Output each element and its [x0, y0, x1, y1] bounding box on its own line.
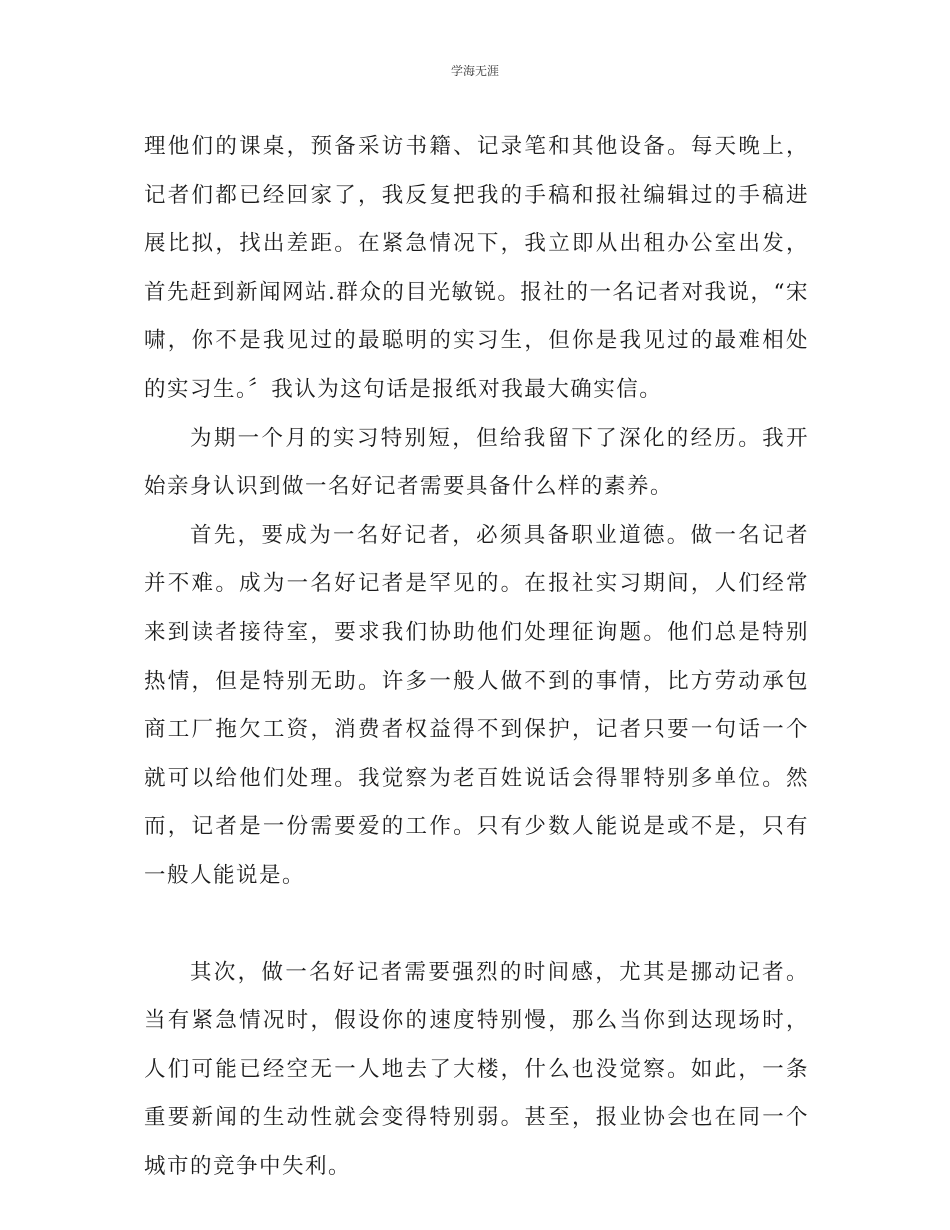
paragraph-professional-ethics: 首先，要成为一名好记者，必须具备职业道德。做一名记者并不难。成为一名好记者是罕见的。在报社实习期间，人们经常来到读者接待室，要求我们协助他们处理征询题。他们总是特别热情，但是特别无助。许多一般人做不到的事情，比方劳动承包商工厂拖欠工资，消费者权益得不到保护，记者只要一句话一个就可以给他们处理。我觉察为老百姓说话会得罪特别多单位。然而，记者是一份需要爱的工作。只有少数人能说是或不是，只有一般人能说是。: [144, 522, 809, 888]
paragraph-continuation: 理他们的课桌，预备采访书籍、记录笔和其他设备。每天晚上，记者们都已经回家了，我反复把我的手稿和报社编辑过的手稿进展比拟，找出差距。在紧急情况下，我立即从出租办公室出发，首先赶到新闻网站.群众的目光敏锐。报社的一名记者对我说，“宋啸，你不是我见过的最聪明的实习生，但你是我见过的最难相处的实习生。〞我认为这句话是报纸对我最大确实信。: [144, 134, 809, 402]
document-body: [144, 123, 809, 1191]
paragraph-gap: [144, 901, 809, 949]
page-header: 学海无涯: [450, 64, 499, 78]
paragraph-internship-summary: 为期一个月的实习特别短，但给我留下了深化的经历。我开始亲身认识到做一名好记者需要具备什么样的素养。: [144, 425, 809, 500]
paragraph-time-sense: 其次，做一名好记者需要强烈的时间感，尤其是挪动记者。当有紧急情况时，假设你的速度特别慢，那么当你到达现场时，人们可能已经空无一人地去了大楼，什么也没觉察。如此，一条重要新闻的生动性就会变得特别弱。甚至，报业协会也在同一个城市的竞争中失利。: [144, 959, 809, 1179]
